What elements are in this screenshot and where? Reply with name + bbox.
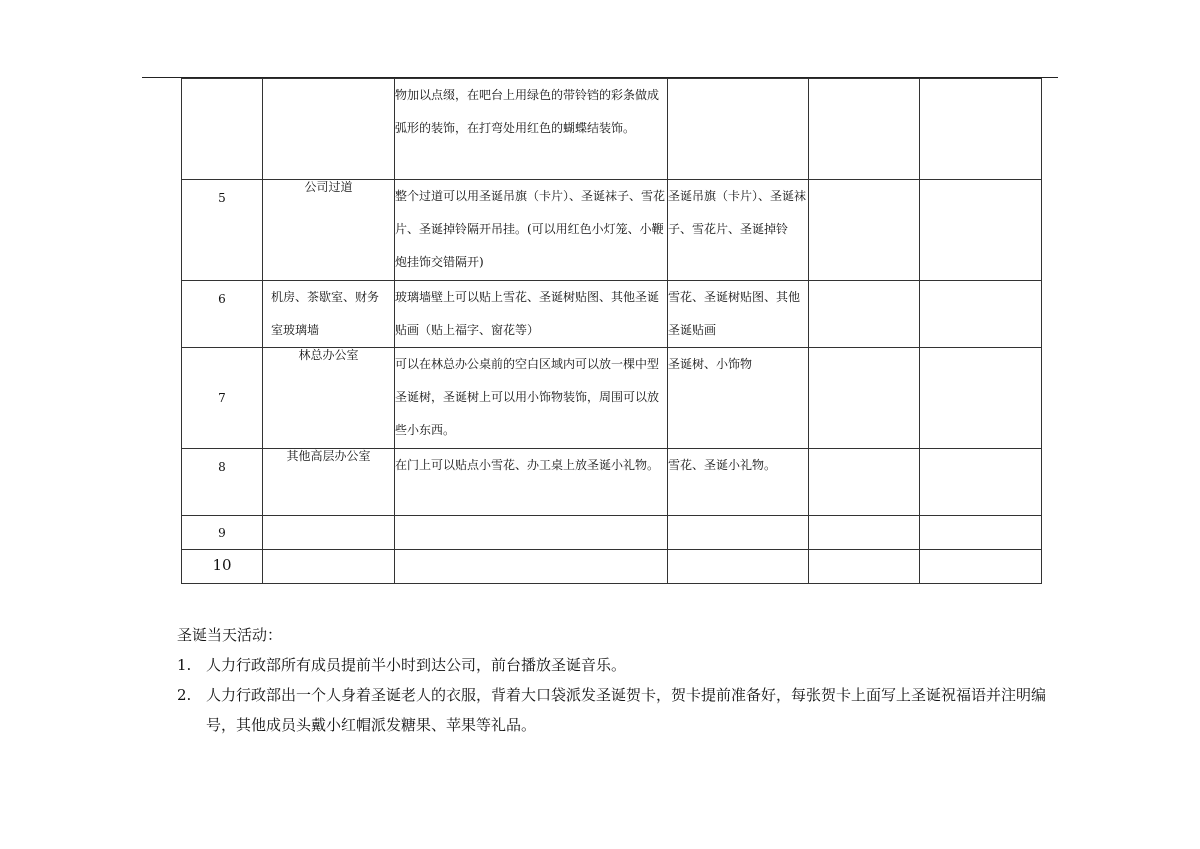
location-cell: 林总办公室 [263,348,395,449]
list-item-number: 1. [177,656,192,674]
list-item-number: 2. [177,686,192,704]
table-row [182,550,1042,584]
empty-cell [920,180,1042,281]
materials-cell: 雪花、圣诞树贴图、其他圣诞贴画 [668,281,809,348]
activities-section [177,621,1057,740]
empty-cell [809,550,920,584]
table-row [182,449,1042,516]
list-item-text: 人力行政部出一个人身着圣诞老人的衣服，背着大口袋派发圣诞贺卡，贺卡提前准备好，每张贺卡上面写上圣诞祝福语并注明编号，其他成员头戴小红帽派发糖果、苹果等礼品。 [206,686,1047,734]
list-item [177,650,1057,680]
location-cell: 机房、茶歇室、财务室玻璃墙 [263,281,395,348]
empty-cell [920,449,1042,516]
list-item [177,680,1057,740]
empty-cell [809,79,920,180]
location-cell [263,516,395,550]
empty-cell [920,281,1042,348]
description-cell: 在门上可以贴点小雪花、办工桌上放圣诞小礼物。 [395,449,668,516]
decoration-plan-table [181,78,1042,584]
row-number-cell: 10 [182,550,263,584]
row-number-cell: 9 [182,516,263,550]
empty-cell [809,449,920,516]
description-cell: 整个过道可以用圣诞吊旗（卡片）、圣诞袜子、雪花片、圣诞掉铃隔开吊挂。(可以用红色小灯笼、小鞭炮挂饰交错隔开) [395,180,668,281]
empty-cell [920,348,1042,449]
table-row [182,516,1042,550]
materials-cell [668,550,809,584]
empty-cell [920,516,1042,550]
row-number-cell [182,79,263,180]
description-cell [395,516,668,550]
table-row [182,180,1042,281]
activities-title: 圣诞当天活动： [177,626,283,644]
row-number-cell: 8 [182,449,263,516]
list-item-text: 人力行政部所有成员提前半小时到达公司，前台播放圣诞音乐。 [206,656,627,674]
row-number-cell: 5 [182,180,263,281]
materials-cell: 圣诞吊旗（卡片）、圣诞袜子、雪花片、圣诞掉铃 [668,180,809,281]
location-cell [263,550,395,584]
materials-cell [668,516,809,550]
table-row [182,348,1042,449]
materials-cell: 圣诞树、小饰物 [668,348,809,449]
description-cell [395,550,668,584]
row-number-cell: 6 [182,281,263,348]
description-cell: 可以在林总办公桌前的空白区域内可以放一棵中型圣诞树，圣诞树上可以用小饰物装饰，周围可以放些小东西。 [395,348,668,449]
materials-cell [668,79,809,180]
empty-cell [809,516,920,550]
location-cell: 公司过道 [263,180,395,281]
materials-cell: 雪花、圣诞小礼物。 [668,449,809,516]
description-cell: 玻璃墙壁上可以贴上雪花、圣诞树贴图、其他圣诞贴画（贴上福字、窗花等） [395,281,668,348]
row-number-cell: 7 [182,348,263,449]
empty-cell [920,79,1042,180]
table-row [182,281,1042,348]
description-cell: 物加以点缀，在吧台上用绿色的带铃铛的彩条做成弧形的装饰，在打弯处用红色的蝴蝶结装饰。 [395,79,668,180]
location-cell [263,79,395,180]
location-cell: 其他高层办公室 [263,449,395,516]
empty-cell [809,281,920,348]
table-row [182,79,1042,180]
empty-cell [809,180,920,281]
empty-cell [920,550,1042,584]
empty-cell [809,348,920,449]
